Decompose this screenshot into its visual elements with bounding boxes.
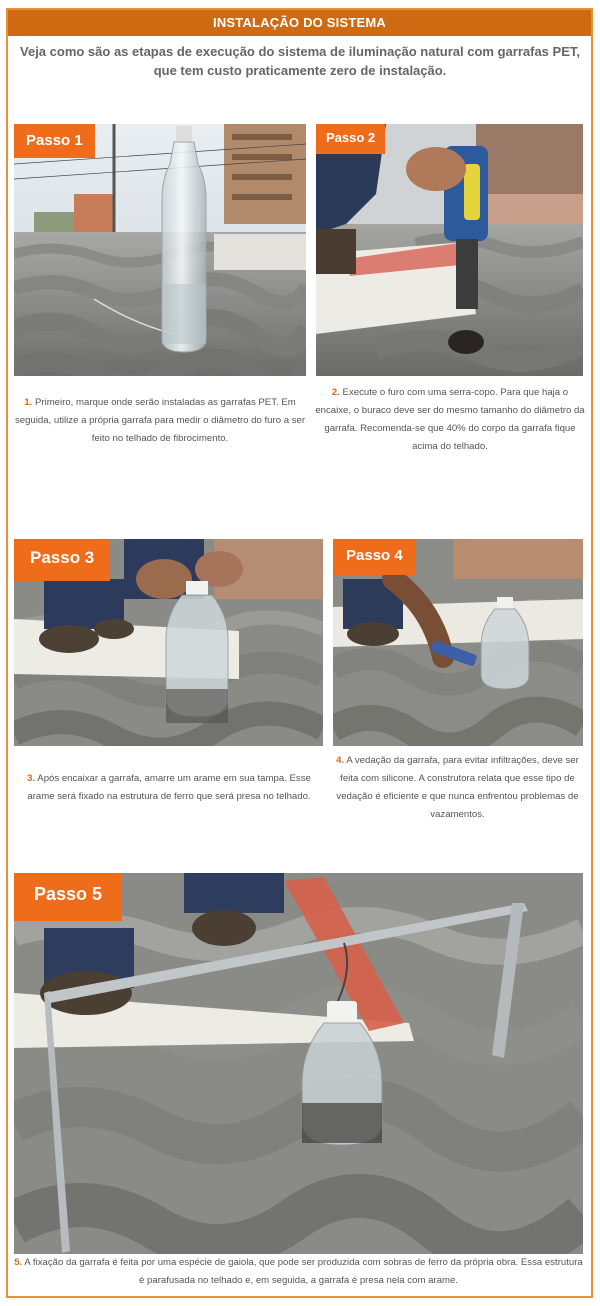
- step-1-number: 1.: [24, 397, 33, 408]
- step-2-photo: [316, 124, 583, 376]
- step-2-number: 2.: [331, 387, 340, 398]
- step-3-number: 3.: [27, 773, 36, 784]
- step-1-badge: Passo 1: [14, 124, 95, 158]
- infographic-frame: [6, 8, 593, 1298]
- step-3-caption: [14, 770, 324, 806]
- step-1-text: Primeiro, marque onde serão instaladas as garrafas PET. Em seguida, utilize a própria garrafa para medir o diâmetro do furo a ser feito no telhado de fibrocimento.: [14, 397, 306, 444]
- step-5-number: 5.: [14, 1257, 23, 1268]
- step-2-badge: Passo 2: [316, 124, 385, 154]
- header-bar: [8, 10, 591, 36]
- step-5-caption: [14, 1254, 583, 1290]
- step-4-number: 4.: [336, 755, 345, 766]
- intro-text: Veja como são as etapas de execução do sistema de iluminação natural com garrafas PET, que tem custo praticamente zero de instalação.: [20, 44, 580, 78]
- step-3-text: Após encaixar a garrafa, amarre um arame em sua tampa. Esse arame será fixado na estrutura de ferro que será presa no telhado.: [27, 773, 311, 802]
- step-2-caption: [314, 384, 586, 456]
- step-3-badge: Passo 3: [14, 539, 110, 581]
- step-4-caption: [329, 752, 586, 824]
- step-4-text: A vedação da garrafa, para evitar infiltrações, deve ser feita com silicone. A construtora relata que esse tipo de vedação é eficiente e que nunca enfrentou problemas de vazamentos.: [336, 755, 579, 820]
- step-4-badge: Passo 4: [333, 539, 416, 575]
- step-4-photo: [333, 539, 583, 746]
- header-title: INSTALAÇÃO DO SISTEMA: [213, 15, 386, 30]
- step-2-text: Execute o furo com uma serra-copo. Para que haja o encaixe, o buraco deve ser do mesmo tamanho do diâmetro da garrafa. Recomenda-se que 40% do corpo da garrafa fique acima do telhado.: [315, 387, 585, 452]
- step-1-caption: [14, 394, 306, 448]
- step-5-photo: [14, 873, 583, 1254]
- step-1-photo: [14, 124, 306, 376]
- step-5-text: A fixação da garrafa é feita por uma espécie de gaiola, que pode ser produzida com sobras de ferro da própria obra. Essa estrutura é parafusada no telhado e, em seguida, a garrafa é presa nela com arame.: [24, 1257, 583, 1286]
- step-3-photo: [14, 539, 323, 746]
- step-5-badge: Passo 5: [14, 873, 122, 921]
